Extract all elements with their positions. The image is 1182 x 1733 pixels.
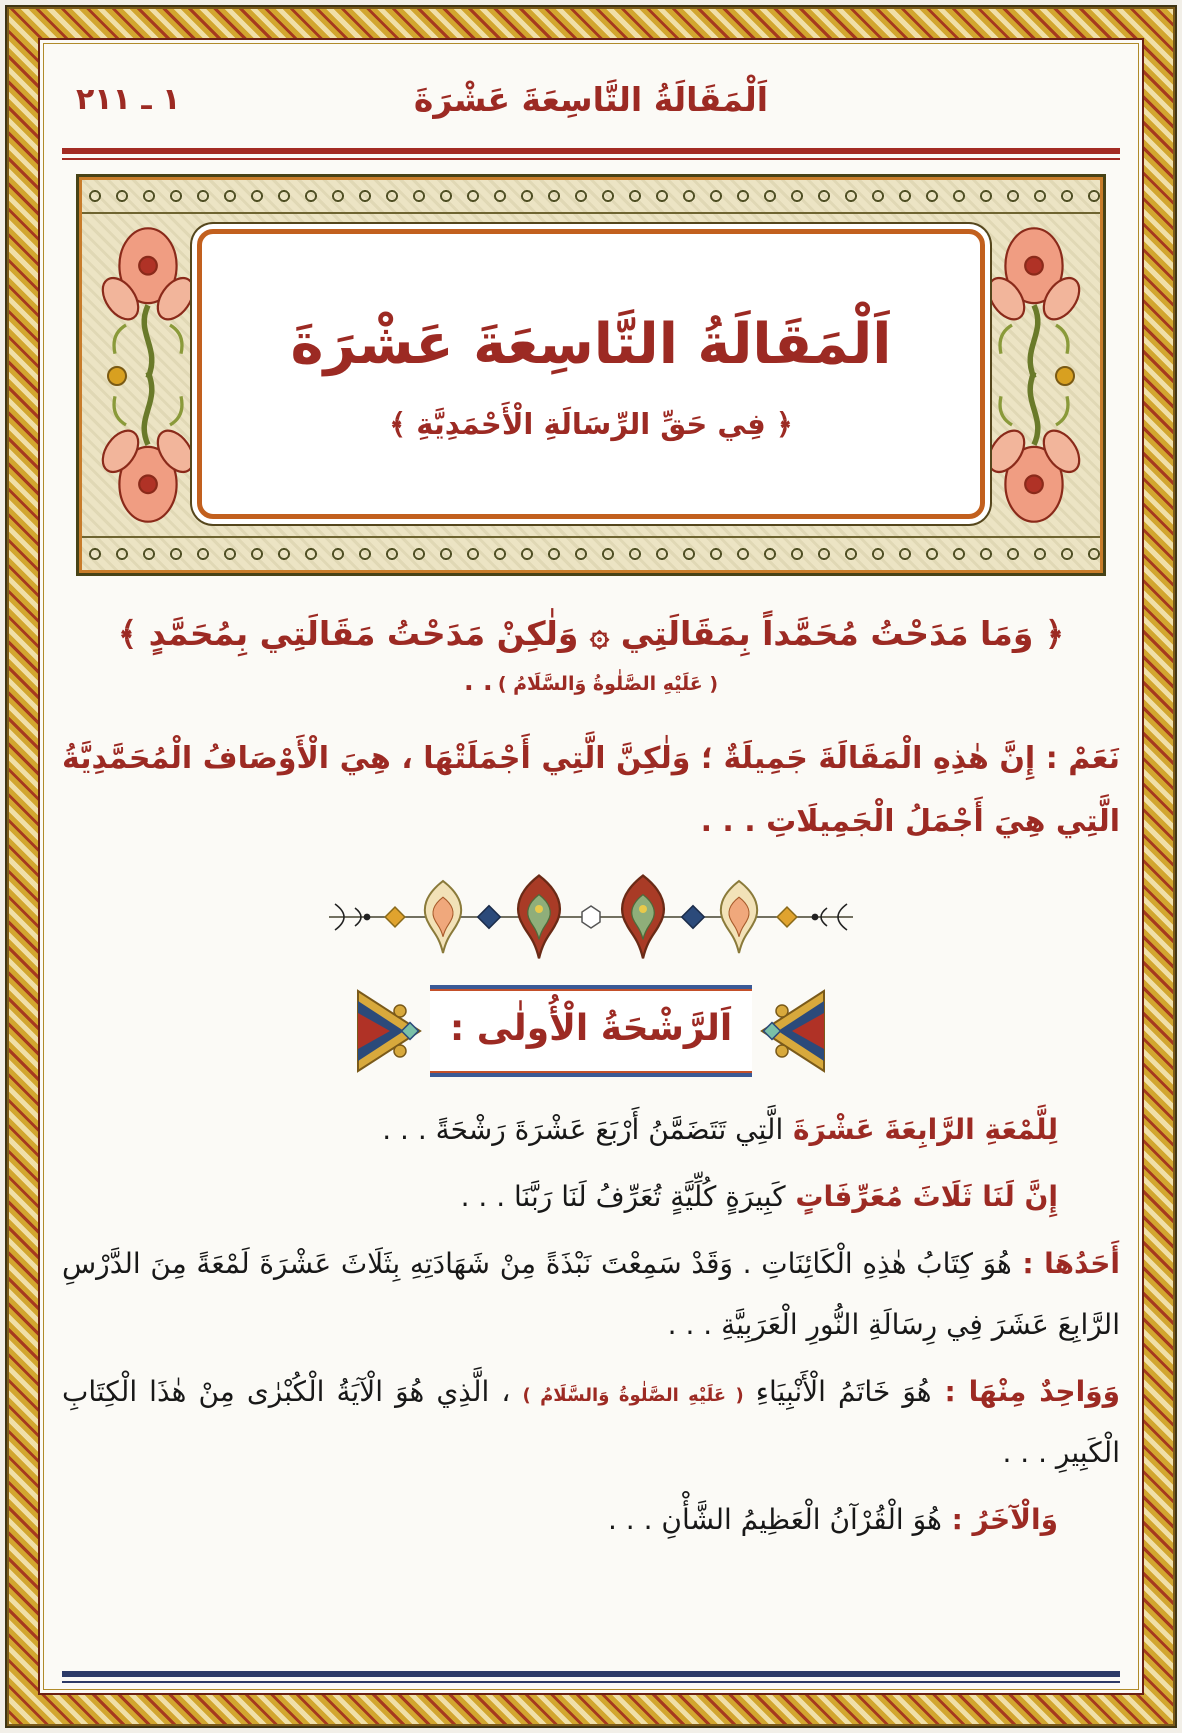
divider-row bbox=[62, 871, 1120, 967]
vine-band-bottom bbox=[82, 536, 1100, 570]
corner-flower-icon bbox=[979, 363, 1089, 533]
paragraph-lead: لِلَّمْعَةِ الرَّابِعَةَ عَشْرَةَ bbox=[783, 1113, 1058, 1146]
paragraph-text: ، الَّذِي هُوَ الْآيَةُ الْكُبْرٰى مِنْ هٰذَا الْكِتَابِ الْكَبِيرِ . . . bbox=[62, 1375, 1120, 1470]
paragraph-text: هُوَ خَاتَمُ الْأَنْبِيَاءِ bbox=[743, 1375, 932, 1409]
chapter-subtitle: ﴿ فِي حَقِّ الرِّسَالَةِ الْأَحْمَدِيَّةِ ﴾ bbox=[389, 406, 793, 441]
floral-divider-icon bbox=[321, 871, 861, 963]
gold-berry-icon bbox=[1055, 366, 1075, 386]
inline-salawat-mark: ( عَلَيْهِ الصَّلٰوةُ وَالسَّلَامُ ) bbox=[522, 1385, 744, 1407]
chapter-title: اَلْمَقَالَةُ التَّاسِعَةَ عَشْرَةَ bbox=[290, 312, 892, 378]
heading-end-ornament-icon bbox=[752, 989, 826, 1073]
gold-berry-icon bbox=[107, 366, 127, 386]
salawat-mark: ( عَلَيْهِ الصَّلٰوةُ وَالسَّلَامُ ) bbox=[497, 673, 719, 695]
page-content-area bbox=[38, 38, 1144, 1695]
corner-flower-icon bbox=[93, 363, 203, 533]
page-number: ١ ـ ٢١١ bbox=[76, 82, 181, 117]
header-double-rule bbox=[62, 148, 1120, 160]
title-cartouche bbox=[197, 229, 985, 519]
footer-double-rule bbox=[62, 1671, 1120, 1683]
heading-end-ornament-icon bbox=[356, 989, 430, 1073]
paragraph-text: كَبِيرَةٍ كُلِّيَّةٍ تُعَرِّفُ لَنَا رَبَّنَا . . . bbox=[460, 1180, 786, 1214]
running-title: اَلْمَقَالَةُ التَّاسِعَةَ عَشْرَةَ bbox=[413, 80, 769, 119]
paragraph bbox=[62, 1233, 1120, 1355]
paragraph-lead: إِنَّ لَنَا ثَلَاثَ مُعَرِّفَاتٍ bbox=[785, 1180, 1058, 1214]
paragraph-text: هُوَ كِتَابُ هٰذِهِ الْكَائِنَاتِ . وَقَدْ سَمِعْتَ نَبْذَةً مِنْ شَهَادَتِهِ بِثَلَاثَ عَشْرَةَ لَمْعَةً مِنَ الدَّرْسِ الرَّابِعَ عَشَرَ فِي رِسَالَةِ النُّورِ الْعَرَبِيَّةِ . . . bbox=[62, 1247, 1120, 1342]
paragraph-lead: أَحَدُهَا : bbox=[1011, 1247, 1120, 1281]
paragraph bbox=[62, 1489, 1120, 1550]
body-text bbox=[62, 1099, 1120, 1550]
section-heading-panel bbox=[430, 989, 752, 1073]
paragraph-lead: وَالْآخَرُ : bbox=[941, 1503, 1058, 1537]
paragraph bbox=[62, 1361, 1120, 1483]
paragraph-text: هُوَ الْقُرْآنُ الْعَظِيمُ الشَّأْنِ . . . bbox=[607, 1503, 942, 1537]
corner-flower-icon bbox=[93, 217, 203, 387]
salawat-line bbox=[62, 667, 1120, 697]
paragraph-text: الَّتِي تَتَضَمَّنُ أَرْبَعَ عَشْرَةَ رَشْحَةً . . . bbox=[382, 1113, 784, 1146]
corner-flower-icon bbox=[979, 217, 1089, 387]
paragraph bbox=[62, 1166, 1120, 1227]
paragraph-lead: وَوَاحِدٌ مِنْهَا : bbox=[931, 1375, 1120, 1409]
paragraph bbox=[62, 1099, 1120, 1160]
page-header bbox=[62, 40, 1120, 136]
section-heading-box bbox=[356, 989, 826, 1073]
section-heading: اَلرَّشْحَةُ الْأُولٰى : bbox=[449, 1007, 733, 1049]
vine-band-top bbox=[82, 180, 1100, 214]
poem-verse: ﴿ وَمَا مَدَحْتُ مُحَمَّداً بِمَقَالَتِي ۞ وَلٰكِنْ مَدَحْتُ مَقَالَتِي بِمُحَمَّدٍ ﴾ bbox=[117, 614, 1065, 653]
intro-paragraph: نَعَمْ : إِنَّ هٰذِهِ الْمَقَالَةَ جَمِيلَةٌ ؛ وَلٰكِنَّ الَّتِي أَجْمَلَتْهَا ، هِيَ الْأَوْصَافُ الْمُحَمَّدِيَّةُ الَّتِي هِيَ أَجْمَلُ الْجَمِيلَاتِ . . . bbox=[62, 741, 1120, 839]
salawat-dots: . . bbox=[463, 667, 493, 697]
title-frame bbox=[76, 174, 1106, 576]
